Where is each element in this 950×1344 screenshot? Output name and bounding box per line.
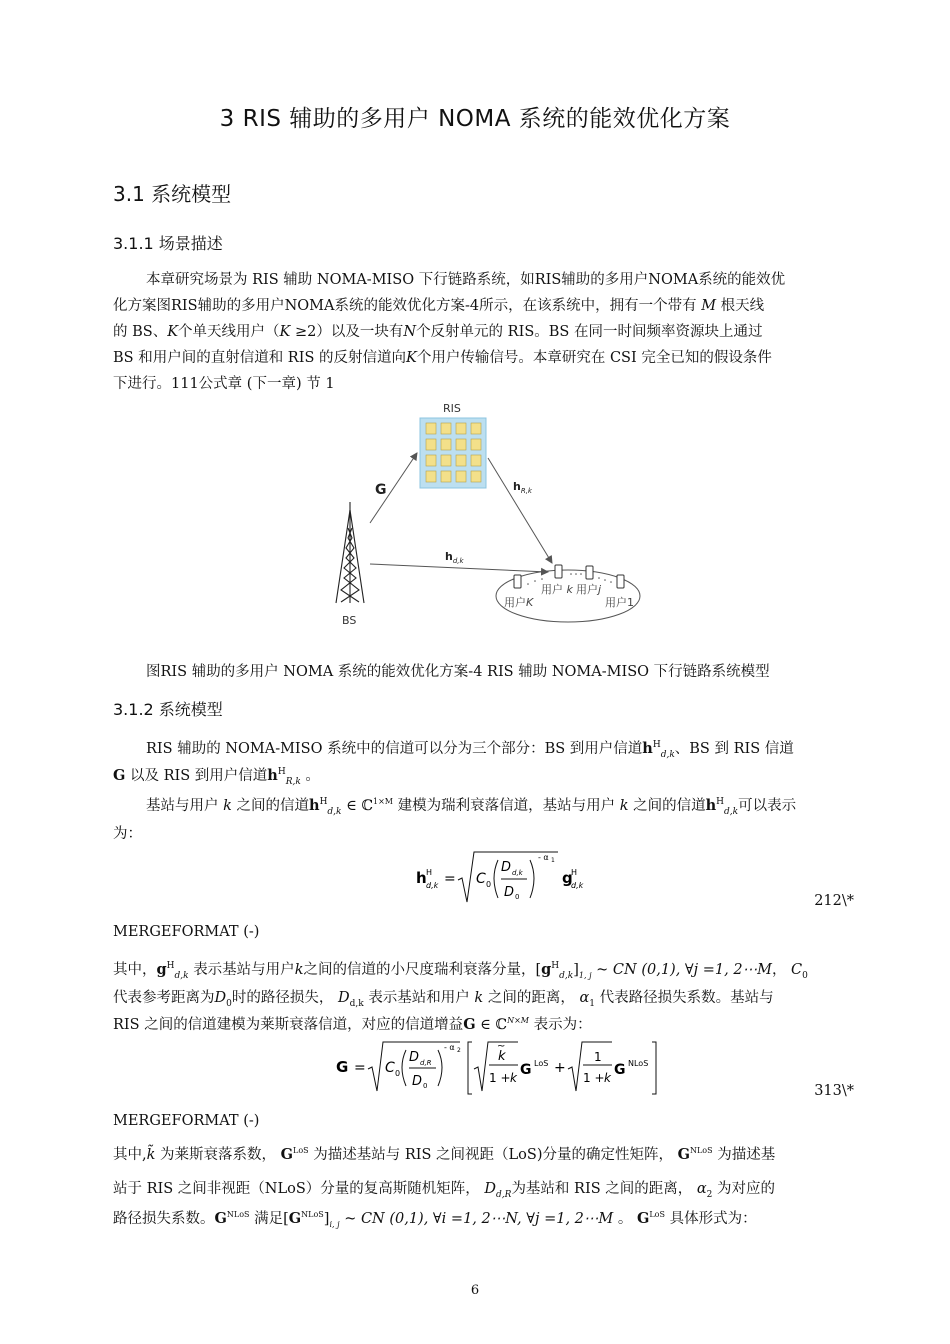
paragraph-line: 为： [113,826,142,842]
svg-text:H: H [426,868,433,877]
svg-text:- α: - α [538,853,549,862]
ris-label: RIS [443,402,461,415]
paragraph-line: 的 BS、K个单天线用户（K ≥2）以及一块有N个反射单元的 RIS。BS 在同一时间频率资源块上通过 [113,324,763,340]
svg-text:=: = [444,871,456,887]
svg-text:~: ~ [497,1041,506,1052]
subsection-title-scene: 3.1.1 场景描述 [113,234,223,253]
chapter-title: 3 RIS 辅助的多用户 NOMA 系统的能效优化方案 [219,106,731,132]
paragraph-line: 本章研究场景为 RIS 辅助 NOMA-MISO 下行链路系统，如RIS辅助的多用户NOMA系统的能效优 [146,272,786,288]
bs-tower-icon [336,502,364,603]
svg-text:1 +: 1 + [489,1071,511,1085]
h-rk-label: $h_{R,k}$ [513,480,532,495]
svg-text:G: G [336,1058,349,1076]
equation-number: 313\* [814,1083,854,1099]
svg-text:d,k: d,k [571,881,584,890]
paragraph-line: G 以及 RIS 到用户信道$h^H_{R,k}$ 。 [113,767,320,787]
equation-2 [332,1036,662,1096]
svg-text:C: C [476,871,486,887]
paragraph-line: 下进行。111公式章 (下一章) 节 1 [113,376,335,392]
svg-text:g: g [562,869,573,887]
bs-label: BS [342,614,357,627]
paragraph-line: 站于 RIS 之间非视距（NLoS）分量的复高斯随机矩阵， $D_{d,R}$为基站和 RIS 之间的距离， $\alpha_2$ 为对应的 [113,1181,775,1200]
svg-text:k: k [510,1071,517,1085]
ris-panel-icon [420,418,486,488]
user-K-label: 用户K [504,596,534,609]
svg-text:G: G [614,1062,626,1078]
field-code-text: MERGEFORMAT (-) [113,1113,260,1129]
svg-text:k: k [498,1049,506,1064]
svg-text:LoS: LoS [534,1059,549,1068]
svg-text:D: D [412,1074,423,1089]
svg-text:D: D [501,860,512,875]
svg-text:0: 0 [515,893,520,901]
svg-text:1 +: 1 + [583,1071,605,1085]
svg-text:D: D [504,885,515,900]
svg-text:k: k [604,1071,611,1085]
page-number: 6 [470,1283,480,1298]
equation-1 [410,846,590,906]
paragraph-line: 其中,k̃ 为莱斯衰落系数， $G^{LoS}$ 为描述基站与 RIS 之间视距（LoS)分量的确定性矩阵， $G^{NLoS}$ 为描述基 [113,1146,776,1163]
paragraph-line: RIS 辅助的 NOMA-MISO 系统中的信道可以分为三个部分：BS 到用户信道$h^H_{d,k}$、BS 到 RIS 信道 [146,740,794,760]
paragraph-line: 代表参考距离为$D_0$时的路径损失， $D_{d,k}$ 表示基站和用户 k 之间的距离， $\alpha_1$ 代表路径损失系数。基站与 [113,990,774,1009]
svg-text:h: h [416,869,427,887]
svg-text:2: 2 [457,1047,461,1054]
svg-text:0: 0 [395,1069,401,1078]
svg-text:=: = [354,1060,366,1076]
system-model-figure [320,398,660,633]
svg-text:- α: - α [444,1043,455,1052]
svg-text:+: + [554,1060,566,1076]
paragraph-line: 其中，$g^H_{d,k}$ 表示基站与用户k之间的信道的小尺度瑞利衰落分量，$[g^H_{d,k}]_{1, j}$ ~ CN (0,1), ∀j =1, 2⋯M， $C_0$ [113,961,808,981]
paragraph-line: 化方案图RIS辅助的多用户NOMA系统的能效优化方案-4所示，在该系统中，拥有一个带有 M 根天线 [113,298,765,314]
user-1-label: 用户1 [605,596,634,609]
paragraph-line: 路径损失系数。$G^{NLoS}$ 满足$[G^{NLoS}]_{i, j}$ ~ CN (0,1), ∀i =1, 2⋯N, ∀j =1, 2⋯M 。 $G^{LoS}$ 具体形式为： [113,1210,757,1229]
field-code-text: MERGEFORMAT (-) [113,924,260,940]
svg-text:C: C [385,1060,395,1076]
paragraph-line: BS 和用户间的直射信道和 RIS 的反射信道向K个用户传输信号。本章研究在 CSI 完全已知的假设条件 [113,350,772,366]
svg-text:NLoS: NLoS [628,1059,649,1068]
equation-number: 212\* [814,893,854,909]
user-j-label: 用户j [576,583,602,596]
svg-text:H: H [571,868,578,877]
section-title: 3.1 系统模型 [113,182,232,206]
subsection-title-model: 3.1.2 系统模型 [113,700,223,719]
svg-text:d,k: d,k [426,881,439,890]
svg-text:0: 0 [423,1082,428,1090]
g-channel-label: G [375,482,387,498]
svg-text:d,k: d,k [512,869,523,877]
svg-text:1: 1 [551,857,555,864]
svg-text:G: G [520,1062,532,1078]
svg-text:0: 0 [486,880,492,889]
svg-text:1: 1 [594,1050,602,1064]
svg-text:D: D [409,1050,420,1065]
h-dk-label: $h_{d,k}$ [445,550,464,565]
paragraph-line: RIS 之间的信道建模为莱斯衰落信道，对应的信道增益G ∈ ℂ$^{N\times M}$ 表示为： [113,1016,592,1033]
svg-text:d,R: d,R [420,1059,432,1067]
figure-caption: 图RIS 辅助的多用户 NOMA 系统的能效优化方案-4 RIS 辅助 NOMA-MISO 下行链路系统模型 [146,664,770,680]
paragraph-line: 基站与用户 k 之间的信道$h^H_{d,k}$ ∈ ℂ$^{1\times M}$ 建模为瑞利衰落信道，基站与用户 k 之间的信道$h^H_{d,k}$可以表示 [146,797,797,817]
user-k-label: 用户 k [541,583,573,596]
